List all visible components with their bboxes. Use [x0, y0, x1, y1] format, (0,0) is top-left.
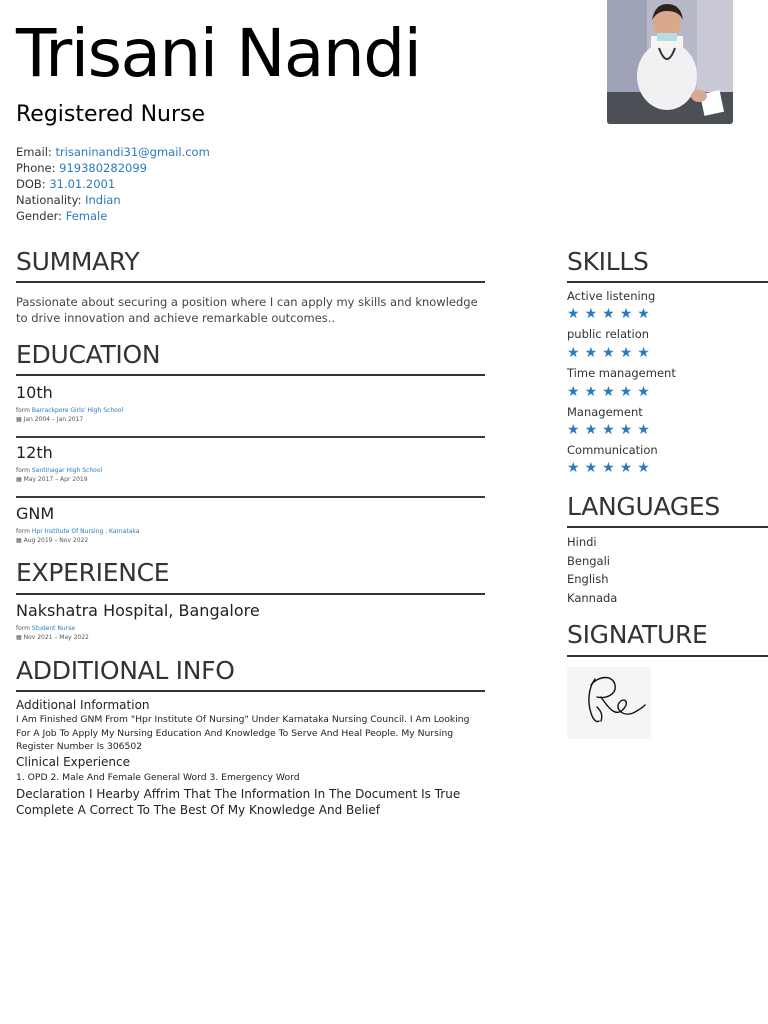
calendar-icon: ▦ — [16, 416, 24, 423]
experience-position-line — [16, 624, 75, 633]
additional-heading: ADDITIONAL INFO — [16, 656, 235, 685]
education-school: Hpr Institute Of Nursing , Karnataka — [31, 528, 140, 535]
language-item: Hindi — [567, 535, 597, 549]
education-school-line — [16, 466, 102, 475]
star-icon: ★ — [584, 384, 603, 400]
star-icon: ★ — [602, 306, 620, 322]
languages-divider — [567, 526, 768, 528]
star-icon: ★ — [567, 306, 585, 322]
star-icon: ★ — [584, 422, 603, 438]
calendar-icon: ▦ — [16, 537, 24, 544]
star-icon: ★ — [567, 384, 585, 400]
education-period-line — [16, 475, 88, 484]
job-title: Registered Nurse — [16, 102, 206, 127]
education-degree: GNM — [16, 504, 55, 523]
star-icon: ★ — [637, 460, 655, 476]
star-icon: ★ — [567, 422, 585, 438]
skill-name: Active listening — [567, 289, 656, 303]
experience-heading: EXPERIENCE — [16, 558, 170, 587]
skill-rating — [567, 307, 655, 321]
star-icon: ★ — [602, 345, 620, 361]
from-label: form — [16, 625, 32, 632]
phone-link[interactable]: 919380282099 — [59, 161, 147, 175]
star-icon: ★ — [619, 306, 638, 322]
education-divider — [16, 374, 485, 376]
phone-label: Phone: — [16, 161, 60, 175]
dob-value: 31.01.2001 — [49, 177, 116, 191]
star-icon: ★ — [584, 460, 603, 476]
from-label: form — [16, 528, 32, 535]
star-icon: ★ — [637, 306, 655, 322]
star-icon: ★ — [567, 460, 585, 476]
from-label: form — [16, 467, 32, 474]
profile-photo — [607, 0, 733, 124]
additional-info-text: I Am Finished GNM From "Hpr Institute Of Nursing" Under Karnataka Nursing Council. I Am Looking For A Job To Apply My Nursing Education And Knowledge To Serve And Heal People. My Nursing Register Number Is 306502 — [16, 714, 470, 752]
experience-period: Nov 2021 – May 2022 — [23, 634, 89, 641]
nationality-value: Indian — [85, 193, 121, 207]
phone-row — [16, 160, 210, 176]
skills-heading: SKILLS — [567, 247, 649, 276]
contact-info — [16, 144, 210, 224]
dob-row — [16, 176, 210, 192]
education-separator — [16, 436, 485, 438]
education-school: Barrackpore Girls' High School — [31, 407, 124, 414]
skill-rating — [567, 385, 655, 399]
calendar-icon: ▦ — [16, 634, 24, 641]
language-item: Bengali — [567, 554, 610, 568]
education-period: May 2017 – Apr 2019 — [23, 476, 88, 483]
calendar-icon: ▦ — [16, 476, 24, 483]
signature-heading: SIGNATURE — [567, 620, 708, 649]
signature-image — [567, 667, 651, 739]
additional-divider — [16, 690, 485, 692]
clinical-experience-heading: Clinical Experience — [16, 755, 131, 769]
nationality-row — [16, 192, 210, 208]
star-icon: ★ — [619, 460, 638, 476]
experience-divider — [16, 593, 485, 595]
star-icon: ★ — [584, 345, 603, 361]
gender-value: Female — [65, 209, 108, 223]
email-label: Email: — [16, 145, 56, 159]
summary-text: Passionate about securing a position where I can apply my skills and knowledge to drive innovation and achieve remarkable outcomes.. — [16, 295, 478, 325]
skill-rating — [567, 346, 655, 360]
nationality-label: Nationality: — [16, 193, 86, 207]
education-degree: 10th — [16, 383, 53, 402]
star-icon: ★ — [637, 384, 655, 400]
experience-position: Student Nurse — [31, 625, 76, 632]
skill-name: public relation — [567, 327, 650, 341]
skill-name: Management — [567, 405, 643, 419]
skill-name: Time management — [567, 366, 676, 380]
education-school-line — [16, 406, 123, 415]
signature-divider — [567, 655, 768, 657]
education-period: Aug 2019 – Nov 2022 — [23, 537, 89, 544]
star-icon: ★ — [602, 384, 620, 400]
skills-divider — [567, 281, 768, 283]
education-degree: 12th — [16, 443, 53, 462]
gender-row — [16, 208, 210, 224]
from-label: form — [16, 407, 32, 414]
star-icon: ★ — [619, 422, 638, 438]
skill-rating — [567, 461, 655, 475]
dob-label: DOB: — [16, 177, 50, 191]
star-icon: ★ — [637, 345, 655, 361]
star-icon: ★ — [619, 345, 638, 361]
declaration-text: Declaration I Hearby Affrim That The Information In The Document Is True Complete A Correct To The Best Of My Knowledge And Belief — [16, 787, 461, 817]
education-separator — [16, 496, 485, 498]
star-icon: ★ — [602, 460, 620, 476]
candidate-name: Trisani Nandi — [16, 15, 421, 92]
star-icon: ★ — [637, 422, 655, 438]
experience-period-line — [16, 633, 89, 642]
education-period-line — [16, 415, 83, 424]
languages-heading: LANGUAGES — [567, 492, 720, 521]
experience-company: Nakshatra Hospital, Bangalore — [16, 601, 260, 620]
summary-divider — [16, 281, 485, 283]
education-period-line — [16, 536, 88, 545]
clinical-experience-text: 1. OPD 2. Male And Female General Word 3. Emergency Word — [16, 772, 300, 783]
skill-rating — [567, 423, 655, 437]
education-school-line — [16, 527, 139, 536]
education-period: Jan 2004 – Jan 2017 — [23, 416, 84, 423]
star-icon: ★ — [567, 345, 585, 361]
star-icon: ★ — [619, 384, 638, 400]
email-link[interactable]: trisaninandi31@gmail.com — [55, 145, 210, 159]
education-heading: EDUCATION — [16, 340, 161, 369]
language-item: Kannada — [567, 591, 618, 605]
language-item: English — [567, 572, 609, 586]
skill-name: Communication — [567, 443, 658, 457]
additional-info-heading: Additional Information — [16, 698, 150, 712]
summary-heading: SUMMARY — [16, 247, 140, 276]
star-icon: ★ — [602, 422, 620, 438]
education-school: Santinagar High School — [31, 467, 103, 474]
gender-label: Gender: — [16, 209, 66, 223]
star-icon: ★ — [584, 306, 603, 322]
email-row — [16, 144, 210, 160]
